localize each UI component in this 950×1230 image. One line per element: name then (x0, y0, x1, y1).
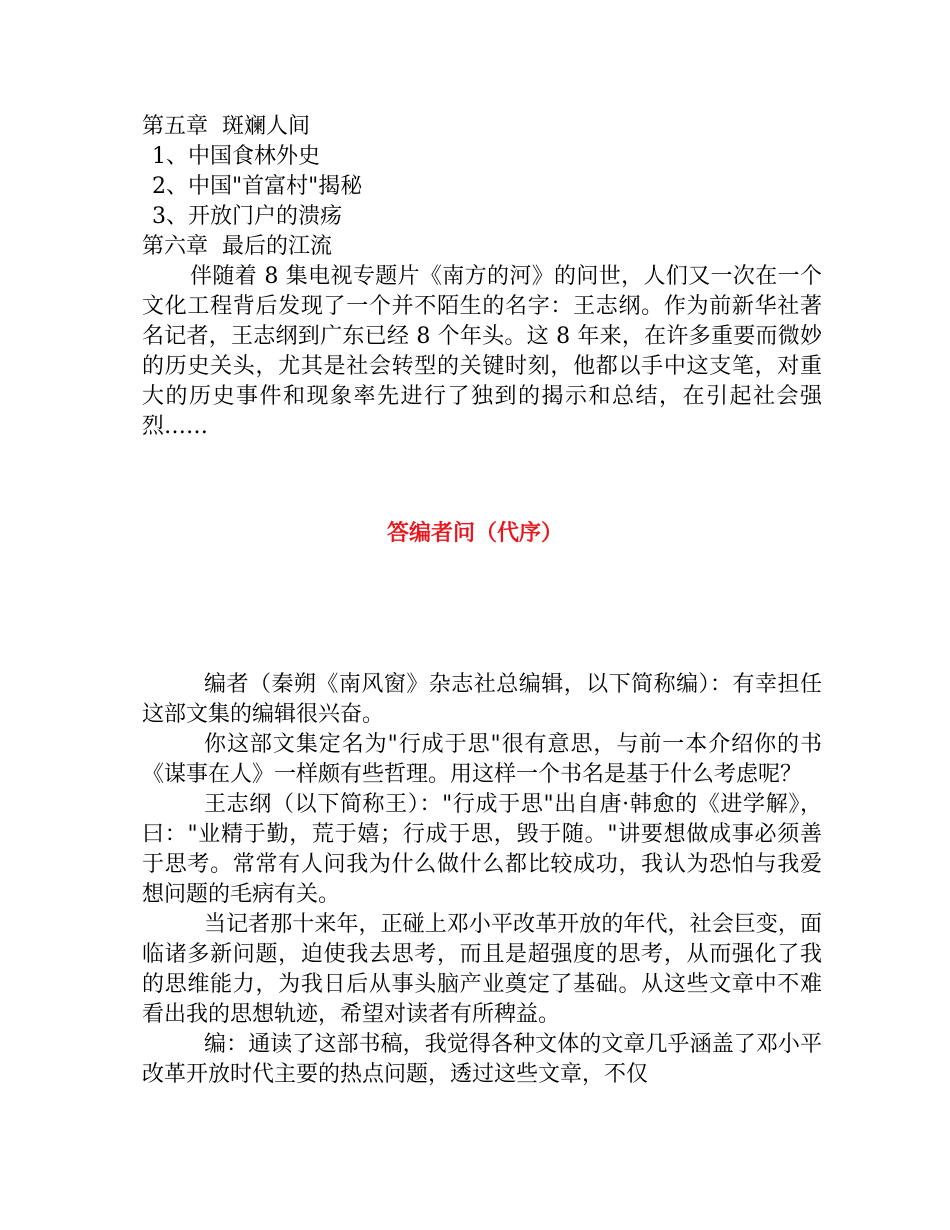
toc-item: 1、中国食林外史 (152, 144, 320, 169)
table-of-contents (142, 112, 822, 262)
toc-item: 3、开放门户的溃疡 (152, 204, 342, 229)
paragraph: 你这部文集定名为"行成于思"很有意思，与前一本介绍你的书《谋事在人》一样颇有些哲理。用这样一个书名是基于什么考虑呢？ (142, 732, 822, 787)
paragraph: 编者（秦朔《南风窗》杂志社总编辑，以下简称编）：有幸担任这部文集的编辑很兴奋。 (142, 672, 822, 727)
section-title: 答编者问（代序） (386, 520, 563, 546)
body-text (142, 670, 822, 1090)
paragraph: 编：通读了这部书稿，我觉得各种文体的文章几乎涵盖了邓小平改革开放时代主要的热点问题，透过这些文章，不仅 (142, 1032, 822, 1087)
paragraph: 当记者那十来年，正碰上邓小平改革开放的年代，社会巨变，面临诸多新问题，迫使我去思考，而且是超强度的思考，从而强化了我的思维能力，为我日后从事头脑产业奠定了基础。从这些文章中不难看出我的思想轨迹，希望对读者有所稗益。 (142, 912, 822, 1027)
paragraph: 王志纲（以下简称王）："行成于思"出自唐·韩愈的《进学解》，曰："业精于勤，荒于嬉；行成于思，毁于随。"讲要想做成事必须善于思考。常常有人问我为什么做什么都比较成功，我认为恐怕与我爱想问题的毛病有关。 (142, 792, 822, 907)
intro-paragraph: 伴随着 8 集电视专题片《南方的河》的问世，人们又一次在一个文化工程背后发现了一个并不陌生的名字：王志纲。作为前新华社著名记者，王志纲到广东已经 8 个年头。这 8 年来，在许多重要而微妙的历史关头，尤其是社会转型的关键时刻，他都以手中这支笔，对重大的历史事件和现象率先进行了独到的揭示和总结，在引起社会强烈…… (142, 264, 822, 439)
chapter-heading: 第五章 斑斓人间 (142, 114, 310, 139)
chapter-heading: 第六章 最后的江流 (142, 234, 332, 259)
toc-item: 2、中国"首富村"揭秘 (152, 174, 363, 199)
